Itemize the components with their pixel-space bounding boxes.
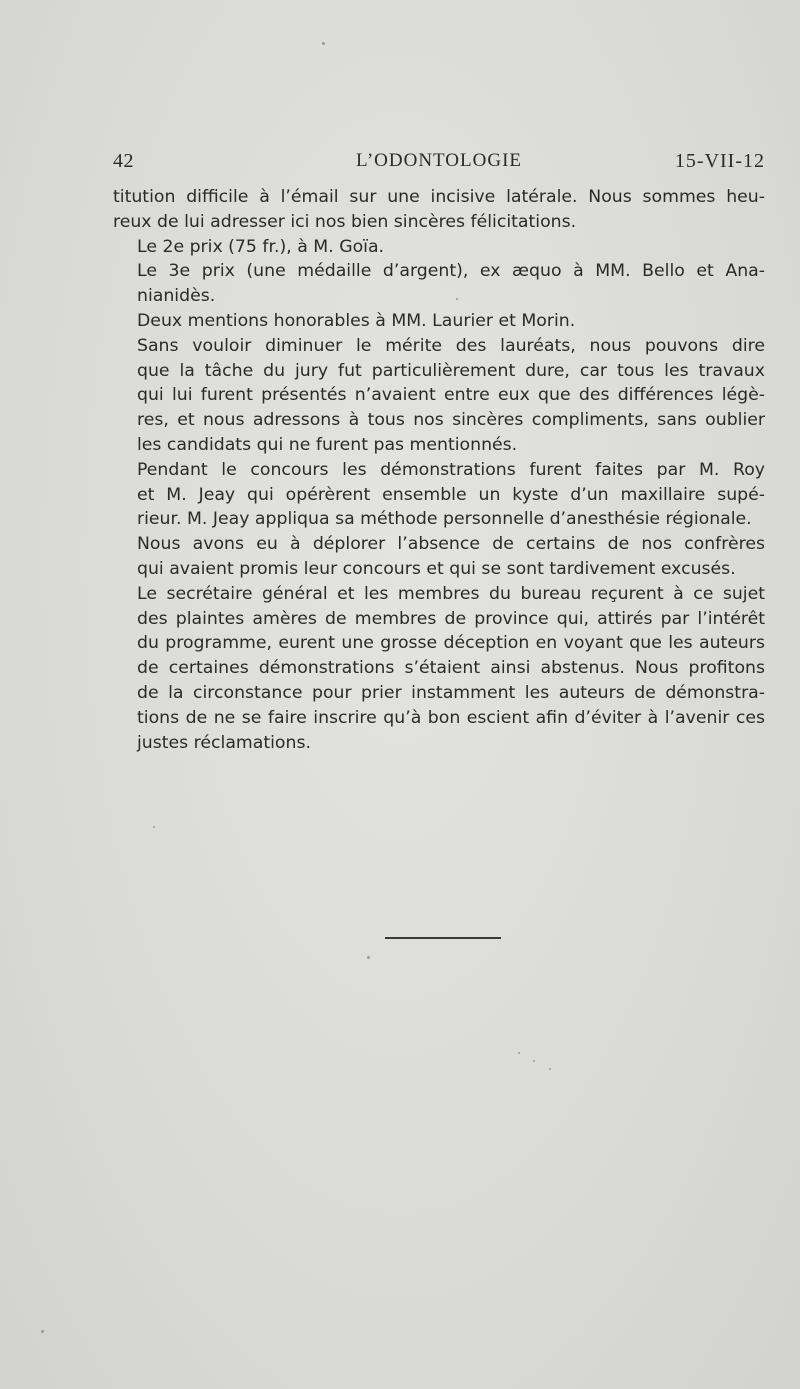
- text-line: des plaintes amères de membres de province qui, attirés par l’intérêt: [137, 608, 765, 629]
- text-line: Le secrétaire général et les membres du bureau reçurent à ce sujet: [137, 583, 765, 604]
- paper-speck: [153, 826, 155, 828]
- paragraph: [113, 185, 765, 235]
- paper-speck: [549, 1068, 551, 1070]
- paragraph: [113, 582, 765, 756]
- paragraph: [113, 458, 765, 532]
- text-line: et M. Jeay qui opérèrent ensemble un kyste d’un maxillaire supé-: [137, 484, 765, 505]
- text-line: Sans vouloir diminuer le mérite des lauréats, nous pouvons dire: [137, 335, 765, 356]
- paper-speck: [533, 1060, 535, 1062]
- text-line: nianidès.: [137, 286, 216, 307]
- paper-speck: [41, 1330, 44, 1333]
- text-line: res, et nous adressons à tous nos sincères compliments, sans oublier: [137, 410, 765, 431]
- text-line: Le 2e prix (75 fr.), à M. Goïa.: [137, 236, 385, 257]
- text-line: que la tâche du jury fut particulièrement dure, car tous les travaux: [137, 360, 765, 381]
- text-line: reux de lui adresser ici nos bien sincères félicitations.: [113, 211, 577, 232]
- text-line: Pendant le concours les démonstrations furent faites par M. Roy: [137, 459, 765, 480]
- text-line: les candidats qui ne furent pas mentionnés.: [137, 434, 518, 455]
- paper-speck: [367, 956, 370, 959]
- text-line: tions de ne se faire inscrire qu’à bon escient afin d’éviter à l’avenir ces: [137, 707, 765, 728]
- paragraph: [113, 259, 765, 309]
- paper-speck: [322, 42, 325, 45]
- page-number: 42: [113, 150, 134, 172]
- paragraph: [113, 309, 765, 334]
- paragraph: [113, 235, 765, 260]
- running-header: [113, 150, 765, 176]
- end-of-article-rule: [385, 937, 501, 939]
- text-line: titution difficile à l’émail sur une incisive latérale. Nous sommes heu-: [113, 187, 765, 207]
- text-line: du programme, eurent une grosse déception en voyant que les auteurs: [137, 633, 765, 654]
- text-line: Nous avons eu à déplorer l’absence de certains de nos confrères: [137, 534, 765, 555]
- text-line: Deux mentions honorables à MM. Laurier et Morin.: [137, 310, 576, 331]
- issue-date: 15-VII-12: [674, 150, 765, 172]
- text-line: rieur. M. Jeay appliqua sa méthode personnelle d’anesthésie régionale.: [137, 509, 752, 530]
- paper-speck: [456, 298, 458, 300]
- paper-speck: [518, 1052, 520, 1054]
- text-line: Le 3e prix (une médaille d’argent), ex æquo à MM. Bello et Ana-: [137, 261, 765, 282]
- text-line: de certaines démonstrations s’étaient ainsi abstenus. Nous profitons: [137, 658, 765, 679]
- text-line: qui avaient promis leur concours et qui se sont tardivement excusés.: [137, 558, 736, 579]
- paragraph: [113, 532, 765, 582]
- text-line: justes réclamations.: [137, 732, 311, 753]
- text-line: de la circonstance pour prier instamment les auteurs de démonstra-: [137, 682, 765, 703]
- text-line: qui lui furent présentés n’avaient entre eux que des différences légè-: [137, 385, 765, 406]
- paragraph: [113, 334, 765, 458]
- article-body: [113, 185, 765, 755]
- journal-title: L’ODONTOLOGIE: [355, 150, 523, 171]
